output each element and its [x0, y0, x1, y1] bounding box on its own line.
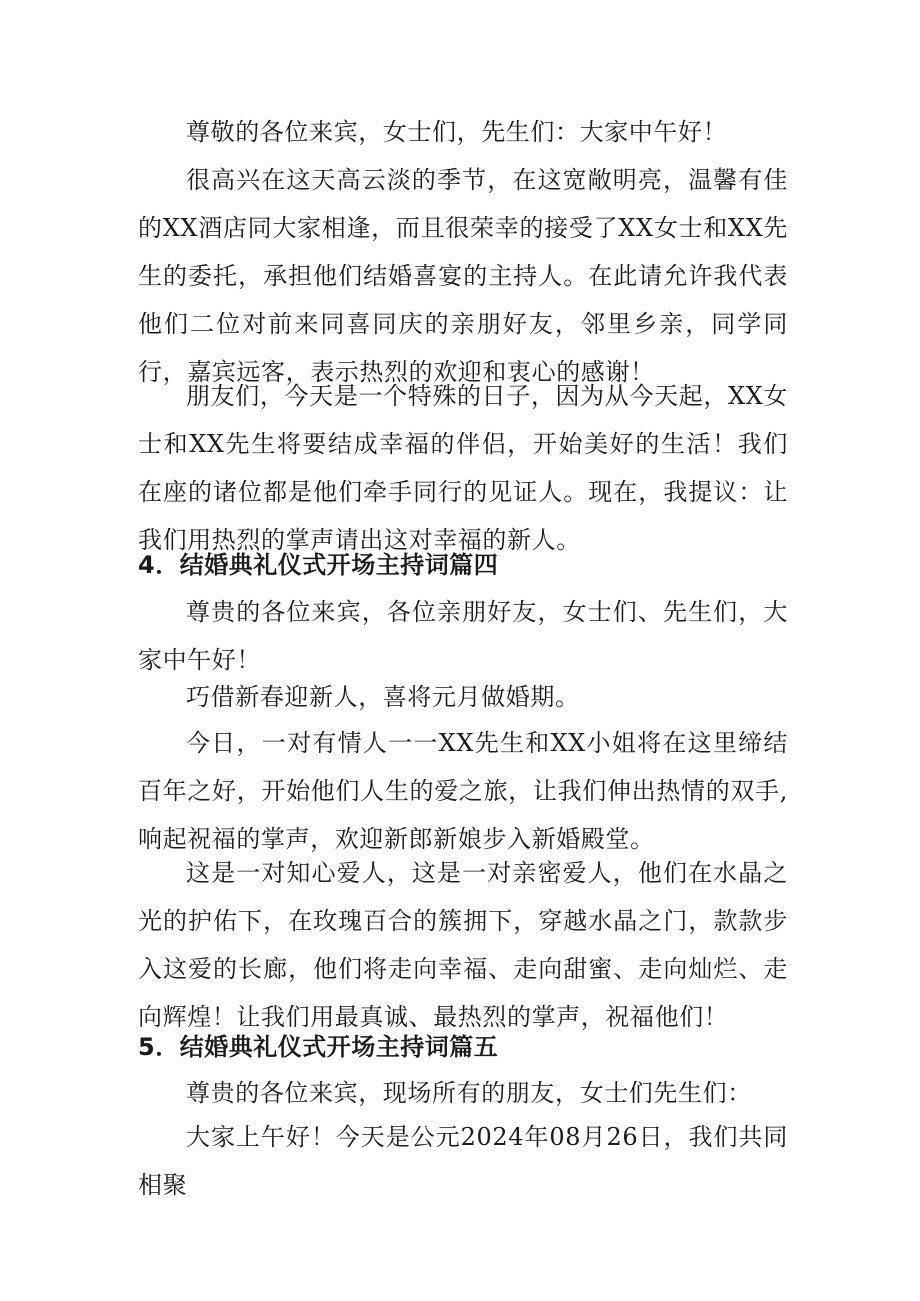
welcome-paragraph: 很高兴在这天高云淡的季节，在这宽敞明亮，温馨有佳的XX酒店同大家相逢，而且很荣幸的接受了XX女士和XX先生的委托，承担他们结婚喜宴的主持人。在此请允许我代表他们二位对前来同喜同庆的亲朋好友，邻里乡亲，同学同行，嘉宾远客，表示热烈的欢迎和衷心的感谢！ — [138, 166, 788, 386]
section-4-heading: 4．结婚典礼仪式开场主持词篇四 — [138, 551, 499, 579]
section-4-verse: 巧借新春迎新人，喜将元月做婚期。 — [186, 683, 580, 711]
section-5-greeting: 尊贵的各位来宾，现场所有的朋友，女士们先生们： — [186, 1079, 752, 1107]
section-4-couple-paragraph: 今日，一对有情人一一XX先生和XX小姐将在这里缔结百年之好，开始他们人生的爱之旅，让我们伸出热情的双手,响起祝福的掌声，欢迎新郎新娘步入新婚殿堂。 — [138, 729, 788, 853]
section-4-blessing-paragraph: 这是一对知心爱人，这是一对亲密爱人，他们在水晶之光的护佑下，在玫瑰百合的簇拥下，穿越水晶之门，款款步入这爱的长廊，他们将走向幸福、走向甜蜜、走向灿烂、走向辉煌！让我们用最真诚、最热烈的掌声，祝福他们！ — [138, 859, 788, 1031]
section-4-greeting: 尊贵的各位来宾，各位亲朋好友，女士们、先生们，大家中午好！ — [138, 598, 788, 674]
greeting-paragraph: 尊敬的各位来宾，女士们，先生们：大家中午好！ — [186, 118, 728, 146]
section-5-date-paragraph: 大家上午好！今天是公元2024年08月26日，我们共同相聚 — [138, 1123, 788, 1199]
section-5-heading: 5．结婚典礼仪式开场主持词篇五 — [138, 1033, 499, 1061]
introduction-paragraph: 朋友们，今天是一个特殊的日子，因为从今天起，XX女士和XX先生将要结成幸福的伴侣，开始美好的生活！我们在座的诸位都是他们牵手同行的见证人。现在，我提议：让我们用热烈的掌声请出这对幸福的新人。 — [138, 382, 788, 554]
